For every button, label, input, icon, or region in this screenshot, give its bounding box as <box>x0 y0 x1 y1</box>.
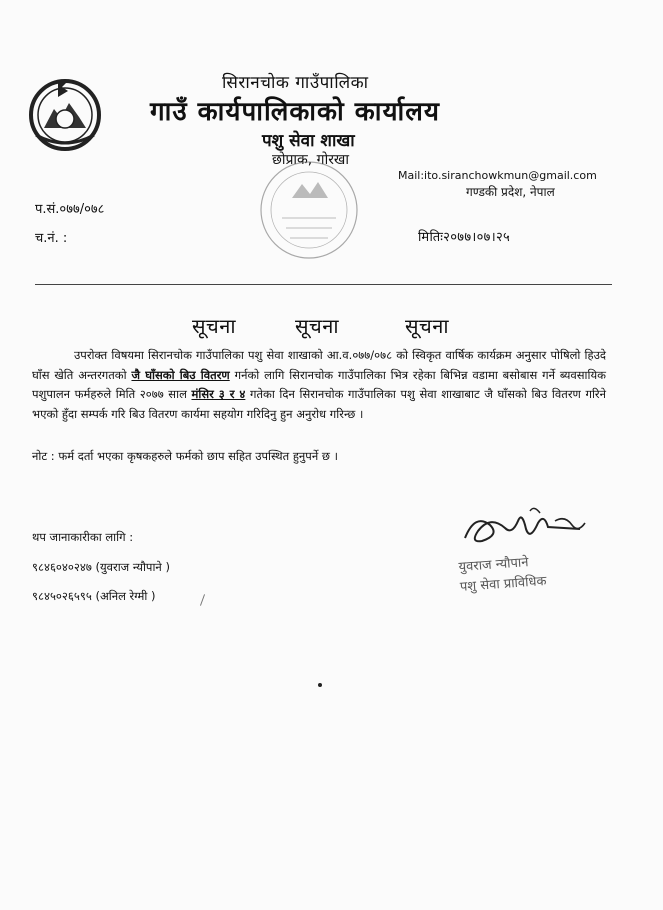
notice-heading: सूचना <box>405 314 449 338</box>
section-name: पशु सेवा शाखा <box>262 131 355 151</box>
highlight-seed-distribution: जै घाँसको बिउ वितरण <box>131 367 230 382</box>
province: गण्डकी प्रदेश, नेपाल <box>466 185 555 199</box>
notice-heading: सूचना <box>192 314 236 338</box>
dispatch-number: च.नं. : <box>35 231 68 246</box>
notice-body: उपरोक्त विषयमा सिरानचोक गाउँपालिका पशु सेवा शाखाको आ.व.०७७/०७८ को स्विकृत वार्षिक कार्यक्रम अनुसार पोषिलो हिउदे घाँस खेति अन्तरगतको जै घाँसको बिउ वितरण गर्नको लागि सिरानचोक गाउँपालिका भित्र रहेका बिभिन्न वडामा बसोबास गर्ने ब्यवसायिक पशुपालन फर्महरुले मिति २०७७ साल मंसिर ३ र ४ गतेका दिन सिरानचोक गाउँपालिका पशु सेवा शाखाबाट जै घाँसको बिउ वितरण गरिने भएको हुँदा सम्पर्क गरि बिउ वितरण कार्यमा सहयोग गरिदिनु हुन अनुरोध गरिन्छ । <box>32 348 607 421</box>
office-stamp-icon <box>254 158 364 267</box>
office-name: सिरानचोक गाउँपालिका <box>222 73 369 93</box>
letter-date: मितिः२०७७।०७।२५ <box>418 230 511 245</box>
highlight-distribution-date: मंसिर ३ र ४ <box>191 387 246 401</box>
reference-number: प.सं.०७७/०७८ <box>35 202 105 217</box>
contact-line: ९८४५०२६५९५ (अनिल रेग्मी ) <box>32 589 156 603</box>
signatory-name: युवराज न्यौपाने <box>458 555 529 575</box>
office-title: गाउँ कार्यपालिकाको कार्यालय <box>150 97 440 127</box>
contact-line: ९८४६०४०२४७ (युवराज न्यौपाने ) <box>32 560 170 574</box>
signatory-block <box>458 552 547 598</box>
email-address: Mail:ito.siranchowkmun@gmail.com <box>398 169 597 182</box>
signatory-title: पशु सेवा प्राविधिक <box>459 573 547 595</box>
office-location: छोप्राक, गोरखा <box>272 152 349 168</box>
divider <box>35 284 612 285</box>
notice-note: नोट : फर्म दर्ता भएका कृषकहरुले फर्मको छाप सहित उपस्थित हुनुपर्ने छ । <box>32 449 338 463</box>
notice-heading: सूचना <box>295 314 339 338</box>
pen-mark <box>200 594 205 606</box>
contact-label: थप जानाकारीका लागि : <box>32 530 134 544</box>
municipality-logo-icon <box>24 73 106 157</box>
speck <box>318 683 322 687</box>
